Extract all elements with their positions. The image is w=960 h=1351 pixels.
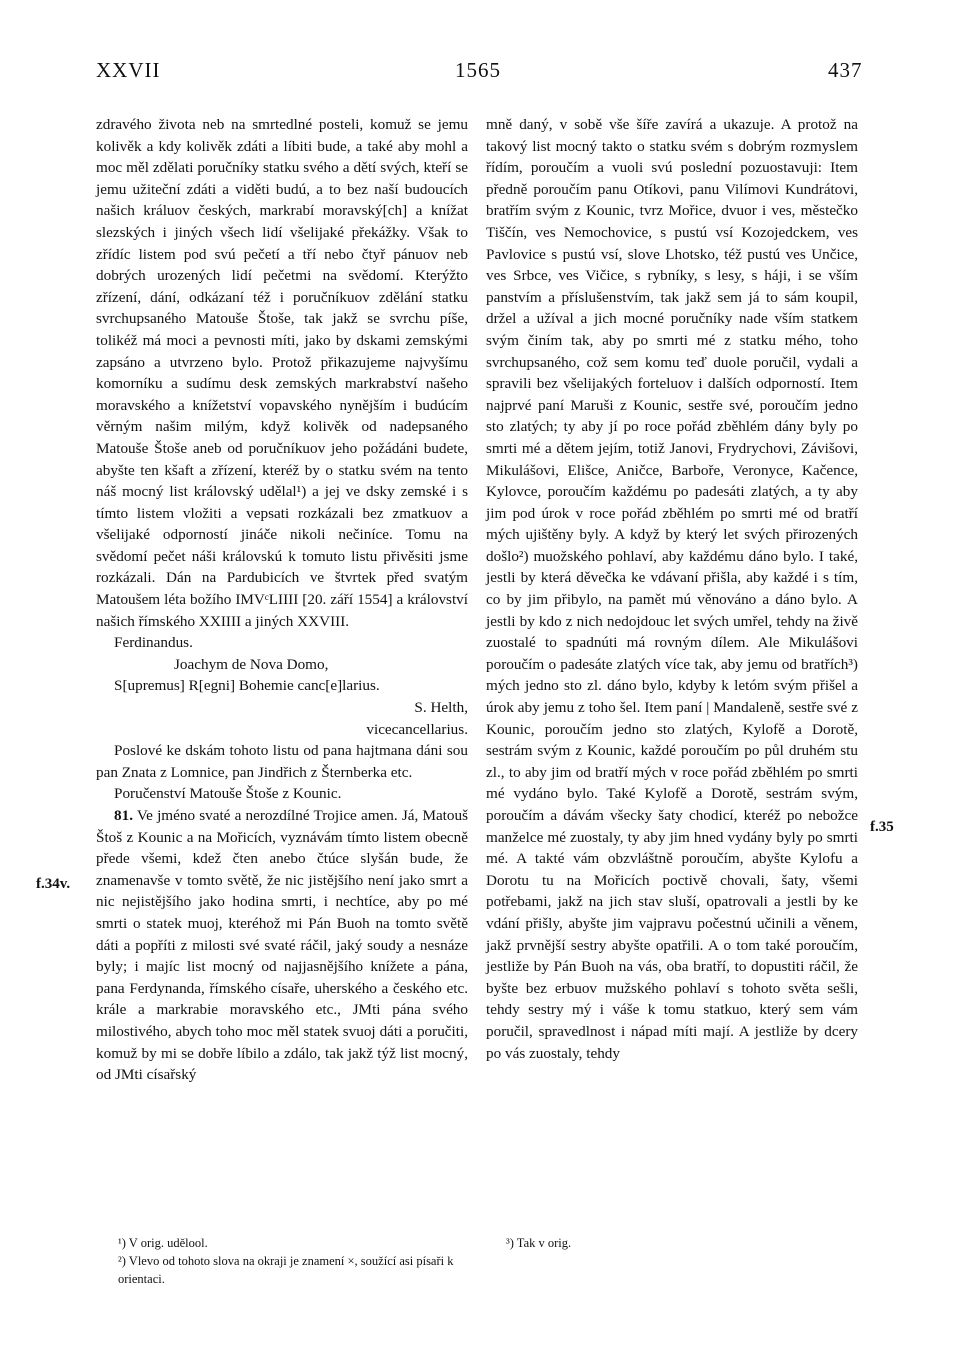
footnotes-left <box>118 1234 468 1288</box>
paragraph-privilege-text: zdravého života neb na smrtedlné posteli, komuž se jemu kolivěk a kdy kolivěk zdáti a líbiti bude, a také aby mohl a moc měl zdělati poručníky statku svého a dětí svých, kteří se jemu užiteční zdáti a viděti budú, a to bez naší budoucích našich králuov českých, markrabí moravský[ch] a knížat slezských i jiných všech lidí všelijaké překážky. Však to zřídíc listem pod svú pečetí a tří nebo čtyř pánuov neb dobrých urozených lidí pečetmi na svědomí. Kterýžto zřízení, dání, odkázaní též i poručníkuov zdělání statku svrchupsaného Matouše Štoše, tak jakž se svrchu píše, tolikéž má moci a pevnosti míti, jako by dskami zemskými zapsáno a utvrzeno bylo. Protož přikazujeme najvyšímu komorníku a sudímu desk zemských markrabství našeho moravského a knížetství vopavského nynějším i budúcím věrným našim milým, když kolivěk od nadepsaného Matouše Štoše aneb od poručníkuov jeho požádáni budete, abyšte ten kšaft a zřízení, kteréž by o statku svém na tento náš mocný list královský udělal¹) a jej ve dsky zemské i s tímto listem vložiti a vepsati rozkázali bez zmatkuov a všelijaké odporností jináče nikoli nečiníce. Tomu na svědomí pečet náši královskú k tomuto listu přivěsiti jsme rozkázali. Dán na Pardubicích ve štvrtek před svatým Matoušem léta božího IMVᶜLIIII [20. září 1554] a království našich římského XXIIII a jiných XXVIII. <box>96 116 468 630</box>
left-column <box>96 114 468 1086</box>
right-column <box>486 114 858 1064</box>
footnote-1: ¹) V orig. udělool. <box>118 1236 208 1250</box>
page-number: 437 <box>828 58 863 82</box>
footnotes-right <box>506 1234 806 1252</box>
paragraph-testament-continuation: mně daný, v sobě vše šíře zavírá a ukazuje. A protož na takový list mocný takto o statku svém s dobrým rozmyslem řídím, poroučím a vuoli svú poslední pozuostavuji: Item předně poroučím panu Otíkovi, panu Vilímovi Kundrátovi, bratřím svým z Kounic, tvrz Mořice, dvuor i ves, městečko Tiščín, ves Nemochovice, s pustú vsí Kozojedckem, ves Pavlovice s pustú vsí, slove Lhotsko, též pustú ves Unčice, ves Srbce, ves Vičice, s rybníky, s lesy, s háji, i se vším panstvím a příslušenstvím, tak jakž sem já to sám koupil, držel a užíval a jich mocné poručníky nade vším statkem svým činím tak, aby po smrti mé z statku mého, toho svrchupsaného, což sem komu teď duole poručil, vydali a spravili bez všelijakých forteluov i dalších odporností. Item najprvé paní Maruši z Kounic, sestře své, poroučím jedno sto zlatých; ty aby jí po roce pořád zběhlém dány byly po smrti mé a dětem jejím, totiž Janovi, Frydrychovi, Závišovi, Mikulášovi, Elišce, Aničce, Barboře, Veronyce, Kačence, Kylovce, poroučím každému po padesáti zlatých, a ty aby jim pod úrok v roce pořád zběhlém po smrti mé od bratří mých ujištěny byly. A když by který let svých přirozených došlo²) muožského pohlaví, aby každému dáno bylo. I také, jestli by která děvečka ke vdávaní přišla, aby každé i s tím, co by jim přibylo, na pamět mú věnováno a dáno bylo. A jestli by kdo z nich nedojdouc let svých umřel, tehdy na živě zuostalé to spadnúti má rovným dílem. Ale Mikulášovi poroučím o padesáte zlatých více tak, aby jemu od bratřích³) mých jedno sto zl. dáno bylo, kdyby k letóm svým přišel a úrok aby jemu z toho šel. Item paní | Mandaleně, sestře své z Kounic, poroučím jedno sto zlatých, Kylofě a Dorotě, sestrám svým z Kounic, každé poroučím po půl druhém stu zl., to aby jim od bratří mých v roce pořád zběhlém po smrti mé vydáno bylo. Také Kylofě a Dorotě, sestrám svým, poroučím a dávám všecky šaty chodicí, kteréž po nebožce manželce mé zuostaly, ty aby jim hned vydány byly po smrti mé. A takté vám obzvláštně poroučím, abyšte Kylofu a Dorotu tu na Mořicích poctivě chovali, šaty, všemi potřebami, jakž na jich stav sluší, opatrovali a jestli by ke vdání přišly, abyšte jim vajpravu počestnú učinili a věnem, jakž prvnější sestry abyšte opatřili. A o tom také poroučím, jestliže by Pán Buoh na vás, oba bratří, to dopustiti ráčil, že byšte bez erbuov mužského pohlaví s tohoto světa sešli, tehdy sestry mý i váše k tomu statkuo, který sem vám poručil, spravedlnost i nápad míti mají. A jestliže by dcery po vás zuostaly, tehdy <box>486 116 858 1062</box>
footnote-2: ²) Vlevo od tohoto slova na okraji je znamení ×, soužící asi písaři k orientaci. <box>118 1254 454 1286</box>
section-heading: Poručenství Matouše Štoše z Kounic. <box>114 785 342 803</box>
signature-ferdinand: Ferdinandus. <box>114 634 193 652</box>
signature-chancellor-title: S[upremus] R[egni] Bohemie canc[e]larius. <box>114 677 380 695</box>
paragraph-messengers: Poslové ke dskám tohoto listu od pana hajtmana dáni sou pan Znata z Lomnice, pan Jindřich z Šternberka etc. <box>96 742 468 781</box>
document-number: 81. <box>114 807 133 824</box>
running-head-volume: XXVII <box>96 58 161 82</box>
footnote-3: ³) Tak v orig. <box>506 1236 572 1250</box>
document-81-text: Ve jméno svaté a nerozdílné Trojice amen. Já, Matouš Štoš z Kounic a na Mořicích, vyznávám tímto listem obecně přede všemi, kdež čten anebo čtúce slyšán bude, že znamenavše v tomto světě, že nic jistějšího není jako smrt a nic nejistějšího jako hodina smrti, i nechtíce, aby po mé smrti o statek muoj, kteréhož mi Pán Buoh na tomto světě dáti a popříti z milosti své svaté ráčil, jaký soudy a nesnáze byly; i majíc list mocný od najjasnějšího knížete a pána, pana Ferdynanda, římského císaře, uherského a českého etc. krále a markrabie moravského etc., JMti pána svého milostivého, abych toho moc měl statek svuoj dáti a poručiti, komuž by mi se dobře líbilo a zdálo, tak jakž týž list mocný, od JMti císařský <box>96 807 469 1084</box>
signature-vicechancellor-title: vicecancellarius. <box>366 720 468 738</box>
signature-joachim: Joachym de Nova Domo, <box>174 655 329 673</box>
signature-helth: S. Helth, <box>414 699 468 717</box>
running-head-year: 1565 <box>455 58 501 82</box>
paragraph-document-81 <box>96 805 468 1086</box>
folio-marker-left: f.34v. <box>36 876 71 892</box>
folio-marker-right: f.35 <box>870 819 894 835</box>
